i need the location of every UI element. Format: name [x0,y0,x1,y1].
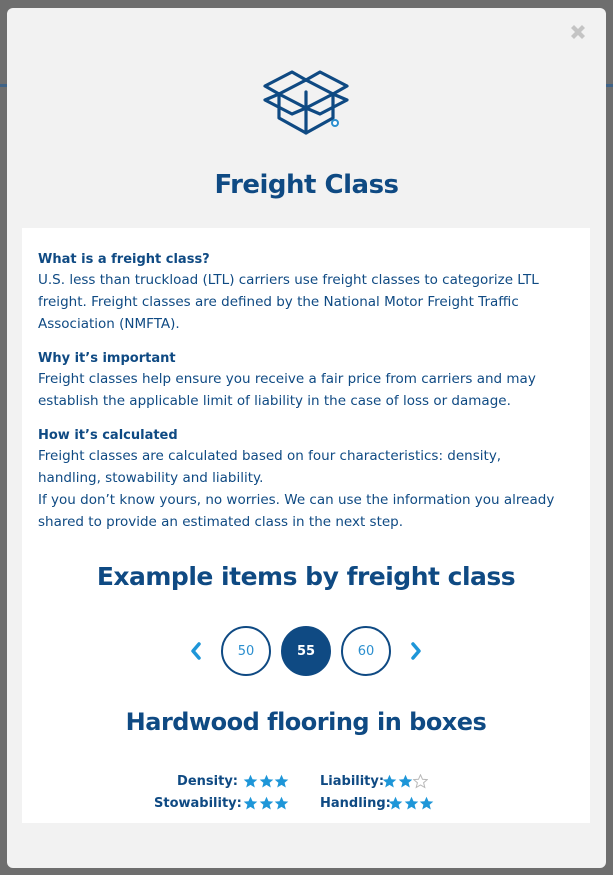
rating-handling [320,793,435,813]
class-option-50[interactable]: 50 [221,626,271,676]
star-filled-icon [259,774,274,789]
section-heading: How it’s calculated [38,428,178,443]
section-how-calculated [38,427,568,533]
open-box-icon [261,70,351,136]
examples-heading: Example items by freight class [96,562,516,591]
rating-label: Density: [177,773,238,789]
star-filled-icon [274,796,289,811]
star-rating [243,796,290,811]
star-filled-icon [243,796,258,811]
chevron-left-icon[interactable] [188,639,204,663]
star-rating [382,774,429,789]
section-what-is [38,251,568,335]
class-option-55[interactable]: 55 [281,626,331,676]
rating-label: Stowability: [154,795,242,811]
rating-label: Liability: [320,773,385,789]
star-empty-icon [413,774,428,789]
section-heading: What is a freight class? [38,252,210,267]
chevron-right-icon[interactable] [408,639,424,663]
star-filled-icon [382,774,397,789]
rating-label: Handling: [320,795,391,811]
modal-title: Freight Class [214,170,399,200]
star-rating [388,796,435,811]
section-text: Freight classes are calculated based on four characteristics: density, handling, stowability and liability. [38,448,502,486]
freight-class-modal [7,8,606,868]
rating-stowability [154,793,290,813]
section-text: If you don’t know yours, no worries. We can use the information you already shared to provide an estimated class in the next step. [38,492,555,530]
rating-density [162,771,290,791]
close-icon[interactable] [566,20,590,44]
star-filled-icon [243,774,258,789]
rating-liability [320,771,429,791]
section-text: Freight classes help ensure you receive a fair price from carriers and may establish the applicable limit of liability in the case of loss or damage. [38,371,536,409]
class-pager [22,626,590,676]
section-text: U.S. less than truckload (LTL) carriers use freight classes to categorize LTL freight. Freight classes are defined by the National Motor Freight Traffic Association (NMFTA). [38,272,539,332]
section-why-important [38,350,568,412]
star-filled-icon [404,796,419,811]
star-filled-icon [398,774,413,789]
info-panel [22,228,590,823]
star-rating [243,774,290,789]
star-filled-icon [259,796,274,811]
example-item-title: Hardwood flooring in boxes [125,708,487,736]
star-filled-icon [419,796,434,811]
section-heading: Why it’s important [38,351,176,366]
class-option-60[interactable]: 60 [341,626,391,676]
star-filled-icon [388,796,403,811]
star-filled-icon [274,774,289,789]
